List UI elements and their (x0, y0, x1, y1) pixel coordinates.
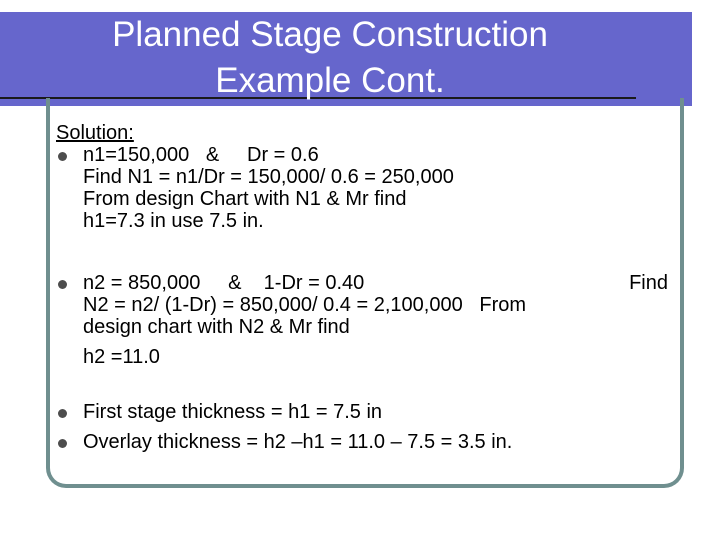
bullet-icon (58, 409, 67, 418)
bullet-2-line-4: h2 =11.0 (83, 346, 160, 368)
bullet-icon (58, 152, 67, 161)
bullet-1-line-1: n1=150,000 & Dr = 0.6 (83, 144, 319, 166)
title-line-2: Example Cont. (215, 61, 445, 100)
title-line-1: Planned Stage Construction (112, 15, 548, 54)
bullet-2-line-2-right: From (479, 294, 527, 316)
slide-body (56, 122, 668, 453)
bullet-icon (58, 280, 67, 289)
bullet-item-3 (56, 401, 668, 423)
bullet-item-2 (56, 272, 668, 368)
bullet-2-line-1 (83, 272, 668, 294)
bullet-1-line-2: Find N1 = n1/Dr = 150,000/ 0.6 = 250,000 (83, 166, 454, 188)
bullet-2-line-2-left: N2 = n2/ (1-Dr) = 850,000/ 0.4 = 2,100,000 (83, 294, 463, 316)
bullet-3-text: First stage thickness = h1 = 7.5 in (83, 401, 383, 423)
slide-title (40, 12, 620, 104)
bullet-item-4 (56, 431, 668, 453)
bullet-item-1 (56, 144, 668, 232)
bullet-2-line-1-left: n2 = 850,000 & 1-Dr = 0.40 (83, 272, 365, 294)
solution-label: Solution: (56, 122, 134, 144)
bullet-1-line-3: From design Chart with N1 & Mr find (83, 188, 407, 210)
bullet-icon (58, 439, 67, 448)
bullet-2-line-2 (83, 294, 668, 316)
bullet-4-text: Overlay thickness = h2 –h1 = 11.0 – 7.5 = 3.5 in. (83, 431, 513, 453)
bullet-2-line-3: design chart with N2 & Mr find (83, 316, 350, 338)
bullet-1-line-4: h1=7.3 in use 7.5 in. (83, 210, 264, 232)
title-bar-edge (636, 12, 692, 106)
bullet-2-line-1-right: Find (629, 272, 668, 294)
